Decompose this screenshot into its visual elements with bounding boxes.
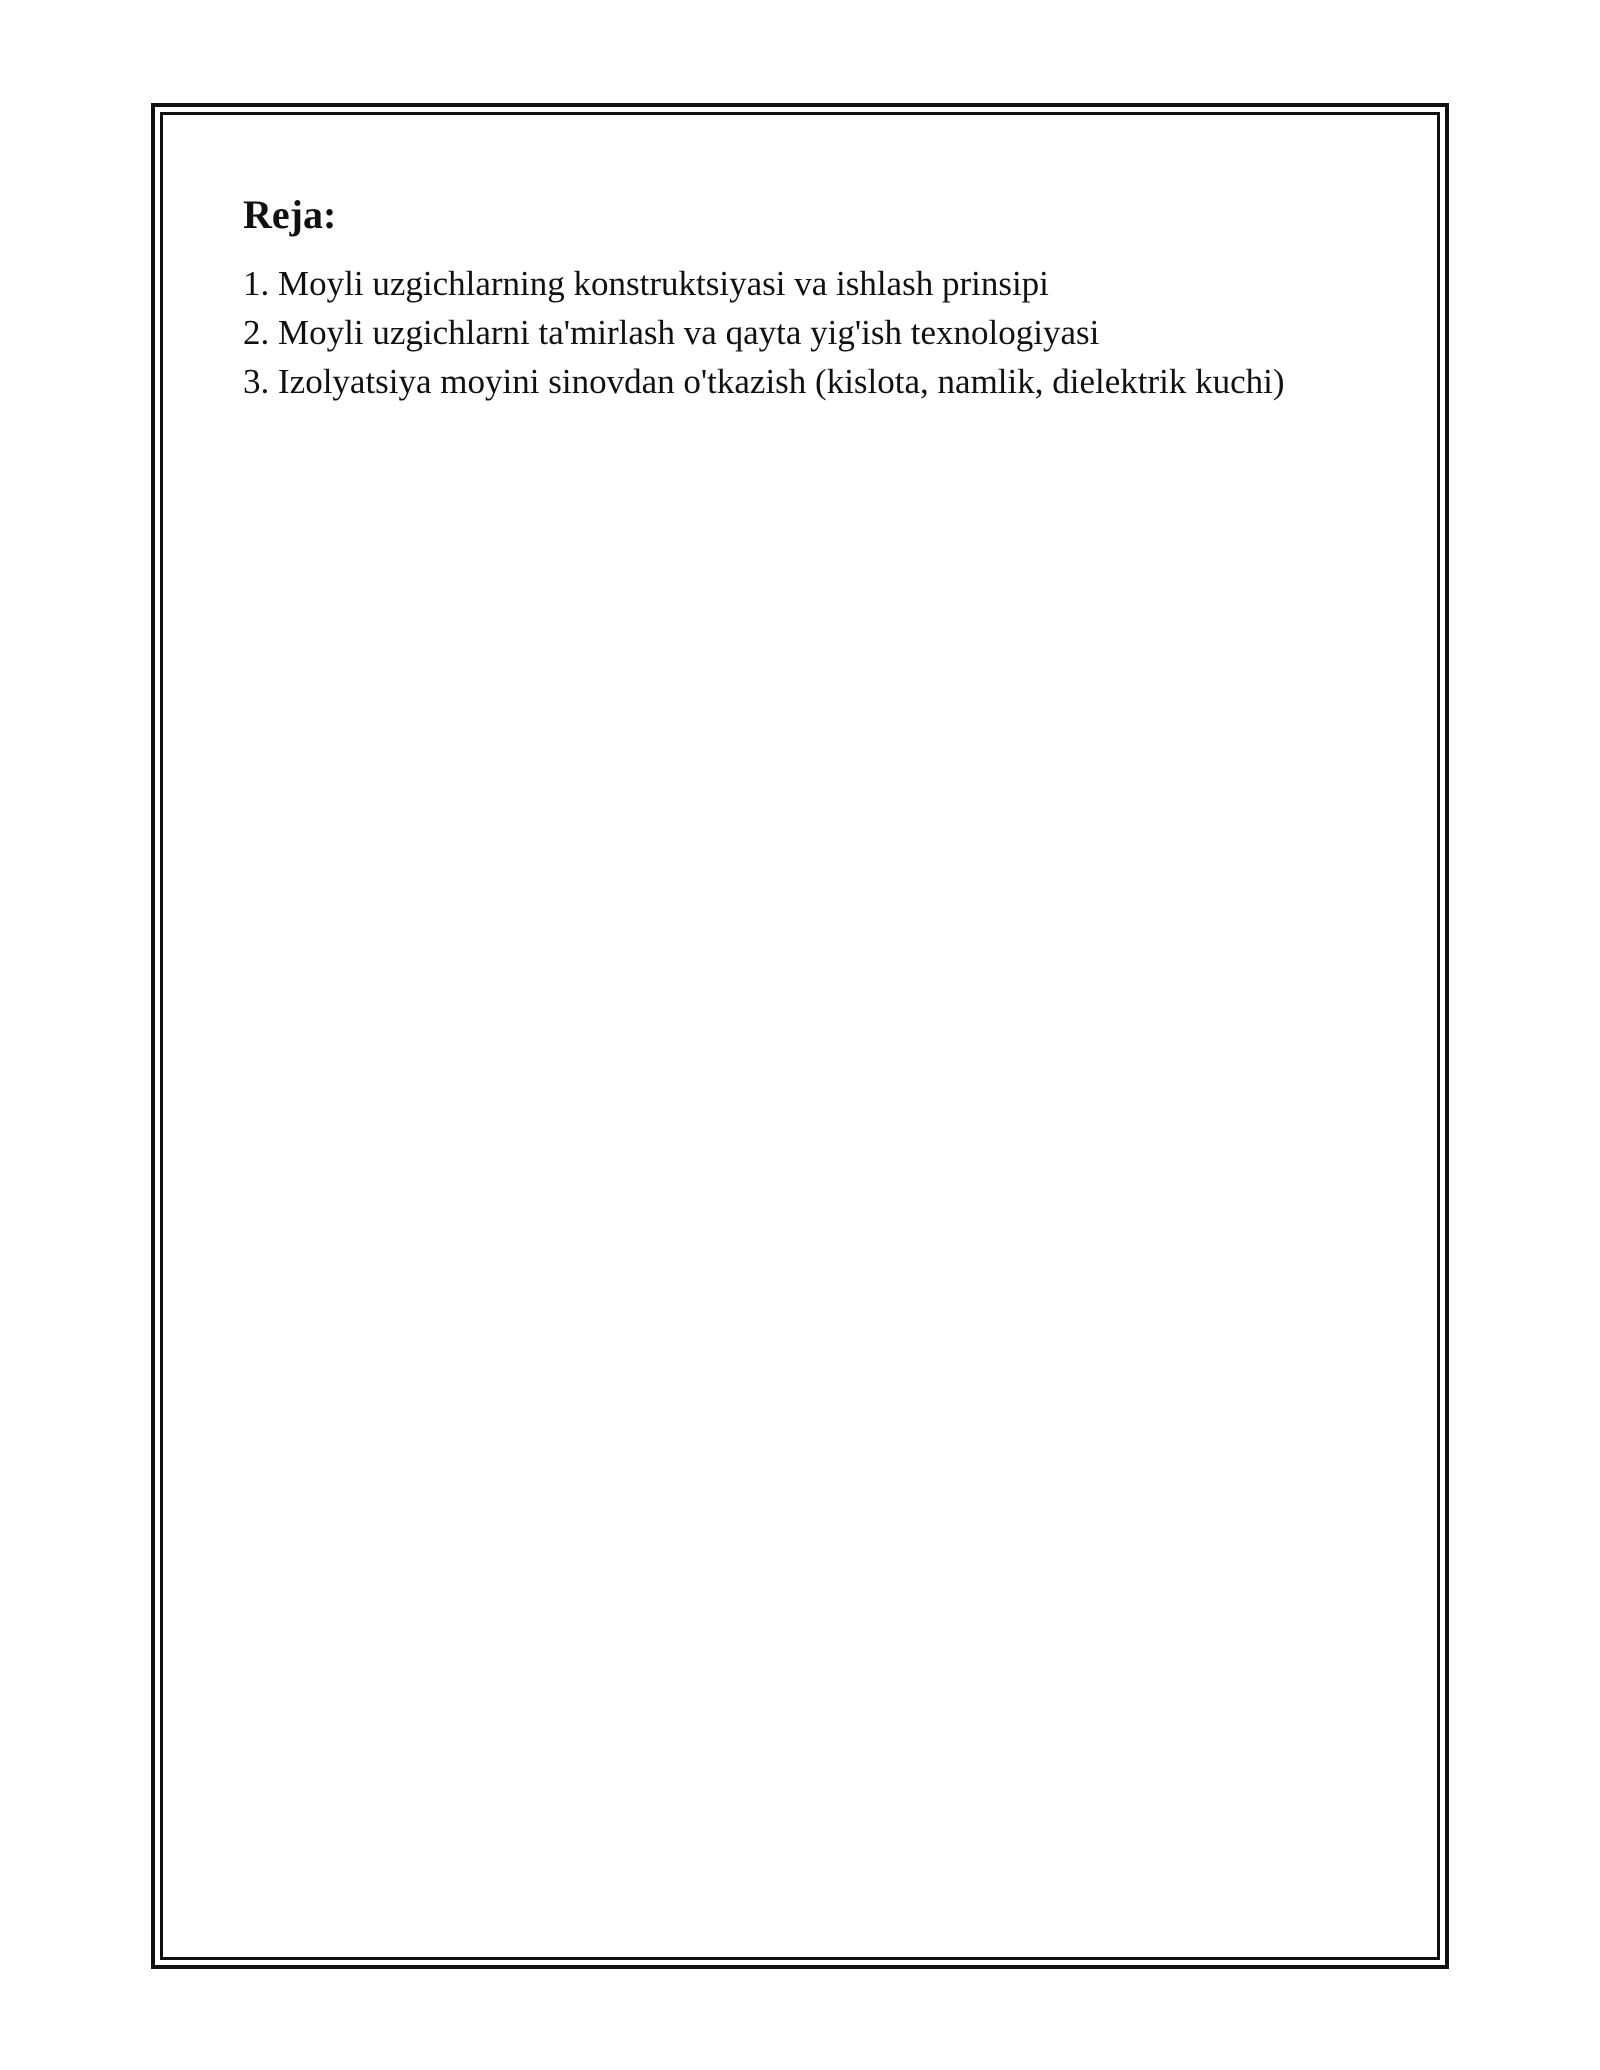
plan-item-2: 2. Moyli uzgichlarni ta'mirlash va qayta yig'ish texnologiyasi	[243, 313, 1100, 352]
page-border	[151, 103, 1449, 1969]
plan-list	[243, 259, 1377, 406]
page-border-inner	[160, 112, 1440, 1960]
plan-item-3: 3. Izolyatsiya moyini sinovdan o'tkazish (kislota, namlik, dielektrik kuchi)	[243, 362, 1285, 401]
plan-heading: Reja:	[243, 192, 337, 237]
plan-item-1: 1. Moyli uzgichlarning konstruktsiyasi va ishlash prinsipi	[243, 264, 1049, 303]
page-content	[243, 191, 1377, 406]
